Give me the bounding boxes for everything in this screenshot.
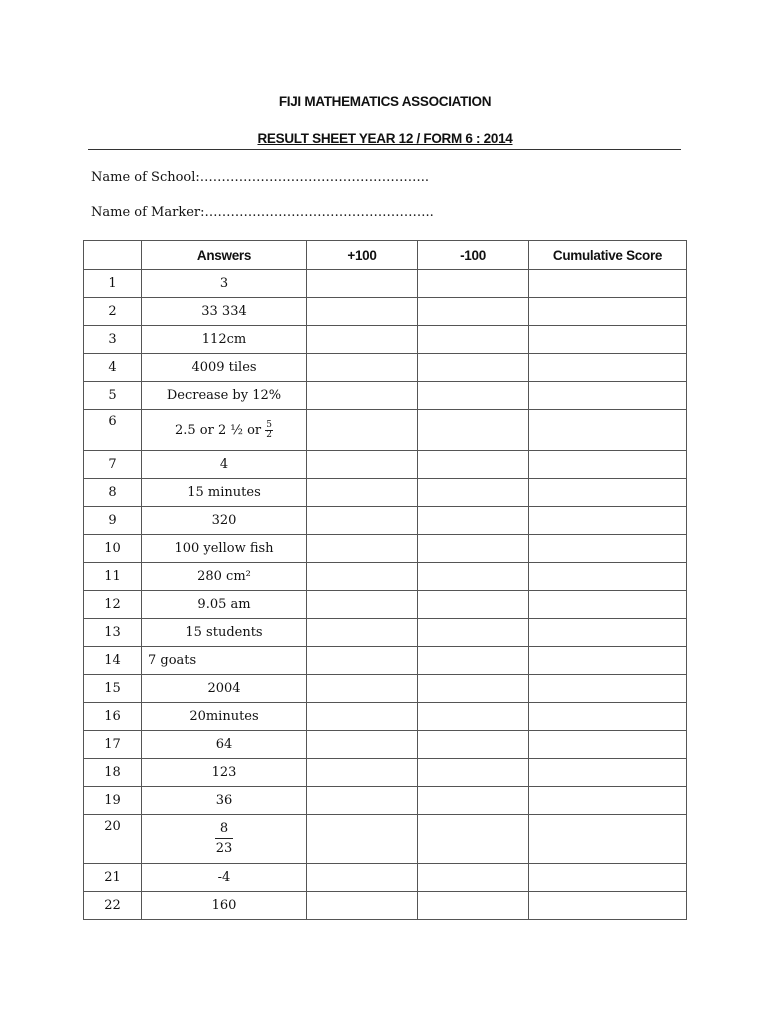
question-number: 20 — [84, 815, 142, 864]
plus-100-cell — [307, 892, 418, 920]
cumulative-score-cell — [529, 892, 687, 920]
cumulative-score-cell — [529, 326, 687, 354]
minus-100-cell — [418, 451, 529, 479]
question-number: 13 — [84, 619, 142, 647]
plus-100-cell — [307, 270, 418, 298]
cumulative-score-cell — [529, 479, 687, 507]
table-row — [84, 326, 687, 354]
cumulative-score-cell — [529, 647, 687, 675]
table-row — [84, 815, 687, 864]
question-number: 11 — [84, 563, 142, 591]
document-title: FIJI MATHEMATICS ASSOCIATION — [278, 94, 492, 109]
question-number: 2 — [84, 298, 142, 326]
answer-cell: 15 minutes — [142, 479, 307, 507]
document-subtitle: RESULT SHEET YEAR 12 / FORM 6 : 2014 — [257, 131, 513, 146]
table-row — [84, 535, 687, 563]
minus-100-cell — [418, 815, 529, 864]
answer-cell: -4 — [142, 864, 307, 892]
table-row — [84, 675, 687, 703]
cumulative-score-cell — [529, 507, 687, 535]
answer-cell: 112cm — [142, 326, 307, 354]
table-row — [84, 563, 687, 591]
column-header-number — [84, 241, 142, 270]
table-row — [84, 451, 687, 479]
column-header-minus-100: -100 — [418, 241, 529, 270]
plus-100-cell — [307, 326, 418, 354]
plus-100-cell — [307, 410, 418, 451]
minus-100-cell — [418, 326, 529, 354]
minus-100-cell — [418, 647, 529, 675]
plus-100-cell — [307, 354, 418, 382]
question-number: 5 — [84, 382, 142, 410]
cumulative-score-cell — [529, 591, 687, 619]
answer-cell: Decrease by 12% — [142, 382, 307, 410]
minus-100-cell — [418, 703, 529, 731]
results-table — [83, 240, 687, 920]
table-row — [84, 382, 687, 410]
question-number: 22 — [84, 892, 142, 920]
answer-cell: 3 — [142, 270, 307, 298]
fraction — [215, 821, 233, 857]
question-number: 7 — [84, 451, 142, 479]
plus-100-cell — [307, 507, 418, 535]
answer-cell — [142, 410, 307, 451]
minus-100-cell — [418, 298, 529, 326]
answer-cell: 7 goats — [142, 647, 307, 675]
question-number: 3 — [84, 326, 142, 354]
answer-cell: 9.05 am — [142, 591, 307, 619]
cumulative-score-cell — [529, 675, 687, 703]
table-row — [84, 892, 687, 920]
cumulative-score-cell — [529, 451, 687, 479]
answer-cell: 36 — [142, 787, 307, 815]
minus-100-cell — [418, 787, 529, 815]
fraction-denominator: 23 — [215, 841, 233, 856]
answer-cell: 64 — [142, 731, 307, 759]
minus-100-cell — [418, 382, 529, 410]
minus-100-cell — [418, 410, 529, 451]
question-number: 9 — [84, 507, 142, 535]
question-number: 12 — [84, 591, 142, 619]
question-number: 1 — [84, 270, 142, 298]
plus-100-cell — [307, 759, 418, 787]
minus-100-cell — [418, 619, 529, 647]
minus-100-cell — [418, 507, 529, 535]
answer-cell — [142, 815, 307, 864]
plus-100-cell — [307, 619, 418, 647]
minus-100-cell — [418, 591, 529, 619]
fraction-numerator: 5 — [266, 419, 273, 430]
question-number: 15 — [84, 675, 142, 703]
table-row — [84, 703, 687, 731]
plus-100-cell — [307, 864, 418, 892]
question-number: 21 — [84, 864, 142, 892]
header-divider — [88, 149, 681, 150]
cumulative-score-cell — [529, 864, 687, 892]
plus-100-cell — [307, 382, 418, 410]
question-number: 14 — [84, 647, 142, 675]
minus-100-cell — [418, 759, 529, 787]
plus-100-cell — [307, 591, 418, 619]
minus-100-cell — [418, 354, 529, 382]
minus-100-cell — [418, 892, 529, 920]
plus-100-cell — [307, 703, 418, 731]
table-row — [84, 731, 687, 759]
plus-100-cell — [307, 563, 418, 591]
answer-cell: 33 334 — [142, 298, 307, 326]
cumulative-score-cell — [529, 703, 687, 731]
table-row — [84, 787, 687, 815]
fraction — [265, 421, 273, 440]
cumulative-score-cell — [529, 354, 687, 382]
table-row — [84, 591, 687, 619]
table-row — [84, 619, 687, 647]
question-number: 4 — [84, 354, 142, 382]
answer-cell: 320 — [142, 507, 307, 535]
table-row — [84, 298, 687, 326]
cumulative-score-cell — [529, 787, 687, 815]
column-header-plus-100: +100 — [307, 241, 418, 270]
answer-cell: 100 yellow fish — [142, 535, 307, 563]
table-row — [84, 864, 687, 892]
answer-text: 2.5 or 2 ½ or — [174, 422, 262, 438]
table-row — [84, 647, 687, 675]
question-number: 19 — [84, 787, 142, 815]
fraction-denominator: 2 — [266, 429, 273, 440]
cumulative-score-cell — [529, 619, 687, 647]
plus-100-cell — [307, 298, 418, 326]
plus-100-cell — [307, 815, 418, 864]
table-row — [84, 410, 687, 451]
question-number: 8 — [84, 479, 142, 507]
plus-100-cell — [307, 451, 418, 479]
table-row — [84, 759, 687, 787]
answer-cell: 2004 — [142, 675, 307, 703]
answer-cell: 20minutes — [142, 703, 307, 731]
cumulative-score-cell — [529, 535, 687, 563]
cumulative-score-cell — [529, 382, 687, 410]
plus-100-cell — [307, 647, 418, 675]
question-number: 10 — [84, 535, 142, 563]
table-row — [84, 507, 687, 535]
answer-cell: 4009 tiles — [142, 354, 307, 382]
plus-100-cell — [307, 787, 418, 815]
cumulative-score-cell — [529, 815, 687, 864]
answer-cell: 4 — [142, 451, 307, 479]
plus-100-cell — [307, 479, 418, 507]
cumulative-score-cell — [529, 563, 687, 591]
cumulative-score-cell — [529, 410, 687, 451]
table-row — [84, 270, 687, 298]
school-name-field: Name of School:…………………………………………….. — [91, 170, 430, 185]
minus-100-cell — [418, 563, 529, 591]
question-number: 18 — [84, 759, 142, 787]
minus-100-cell — [418, 675, 529, 703]
minus-100-cell — [418, 270, 529, 298]
answer-cell: 15 students — [142, 619, 307, 647]
minus-100-cell — [418, 731, 529, 759]
table-header-row — [84, 241, 687, 270]
plus-100-cell — [307, 675, 418, 703]
question-number: 17 — [84, 731, 142, 759]
column-header-answers: Answers — [142, 241, 307, 270]
plus-100-cell — [307, 731, 418, 759]
question-number: 16 — [84, 703, 142, 731]
question-number: 6 — [84, 410, 142, 451]
marker-name-field: Name of Marker:…………………………………………….. — [91, 205, 434, 220]
cumulative-score-cell — [529, 759, 687, 787]
minus-100-cell — [418, 479, 529, 507]
table-row — [84, 354, 687, 382]
answer-cell: 160 — [142, 892, 307, 920]
minus-100-cell — [418, 535, 529, 563]
answer-cell: 280 cm² — [142, 563, 307, 591]
cumulative-score-cell — [529, 731, 687, 759]
cumulative-score-cell — [529, 298, 687, 326]
minus-100-cell — [418, 864, 529, 892]
cumulative-score-cell — [529, 270, 687, 298]
column-header-cumulative-score: Cumulative Score — [529, 241, 687, 270]
answer-cell: 123 — [142, 759, 307, 787]
table-row — [84, 479, 687, 507]
plus-100-cell — [307, 535, 418, 563]
fraction-numerator: 8 — [215, 821, 233, 839]
